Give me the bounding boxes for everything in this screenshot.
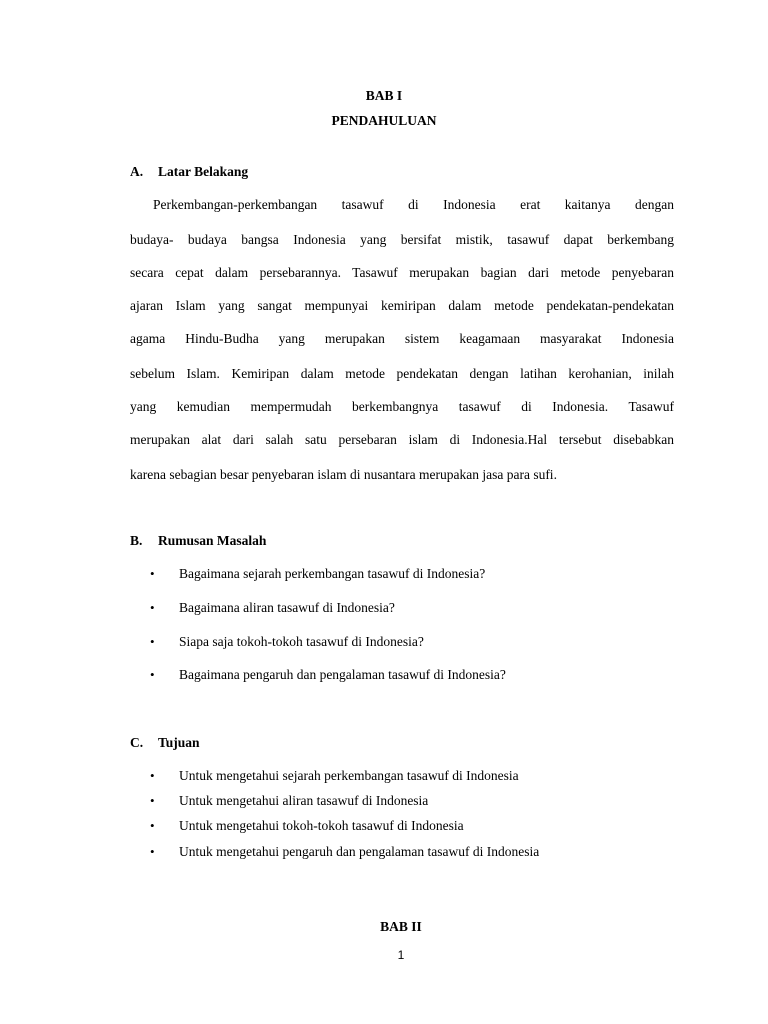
list-item-text: Untuk mengetahui pengaruh dan pengalaman tasawuf di Indonesia bbox=[179, 844, 540, 859]
list-item-text: Untuk mengetahui aliran tasawuf di Indonesia bbox=[179, 793, 429, 808]
bullet-icon: • bbox=[150, 600, 155, 615]
bullet-icon: • bbox=[150, 793, 155, 808]
section-a-title: Latar Belakang bbox=[158, 164, 249, 179]
section-b-number: B. bbox=[130, 533, 143, 548]
bullet-icon: • bbox=[150, 818, 155, 833]
list-item-text: Untuk mengetahui sejarah perkembangan tasawuf di Indonesia bbox=[179, 768, 519, 783]
bullet-icon: • bbox=[150, 667, 155, 682]
chapter-title: PENDAHULUAN bbox=[331, 113, 437, 128]
section-b-heading bbox=[130, 533, 266, 549]
next-chapter-label: BAB II bbox=[380, 919, 422, 934]
bullet-icon: • bbox=[150, 634, 155, 649]
list-item-text: Bagaimana sejarah perkembangan tasawuf di Indonesia? bbox=[179, 566, 486, 581]
bullet-icon: • bbox=[150, 844, 155, 859]
list-item-text: Untuk mengetahui tokoh-tokoh tasawuf di Indonesia bbox=[179, 818, 464, 833]
page-number: 1 bbox=[397, 948, 405, 962]
list-item-text: Bagaimana aliran tasawuf di Indonesia? bbox=[179, 600, 395, 615]
section-b-title: Rumusan Masalah bbox=[158, 533, 267, 548]
section-c-title: Tujuan bbox=[158, 735, 200, 750]
chapter-label: BAB I bbox=[365, 88, 403, 103]
paragraph-line: budaya- budaya bangsa Indonesia yang bersifat mistik, tasawuf dapat berkembang bbox=[130, 232, 674, 247]
paragraph-line: sebelum Islam. Kemiripan dalam metode pendekatan dengan latihan kerohanian, inilah bbox=[130, 366, 674, 381]
section-a-heading bbox=[130, 164, 248, 180]
paragraph-line: karena sebagian besar penyebaran islam di nusantara merupakan jasa para sufi. bbox=[130, 467, 557, 482]
paragraph-line: merupakan alat dari salah satu persebaran islam di Indonesia.Hal tersebut disebabkan bbox=[130, 432, 674, 447]
bullet-icon: • bbox=[150, 566, 155, 581]
list-item-text: Siapa saja tokoh-tokoh tasawuf di Indonesia? bbox=[179, 634, 424, 649]
section-c-number: C. bbox=[130, 735, 144, 750]
paragraph-line: agama Hindu-Budha yang merupakan sistem keagamaan masyarakat Indonesia bbox=[130, 331, 674, 346]
paragraph-line: Perkembangan-perkembangan tasawuf di Indonesia erat kaitanya dengan bbox=[153, 197, 674, 212]
paragraph-line: ajaran Islam yang sangat mempunyai kemiripan dalam metode pendekatan-pendekatan bbox=[130, 298, 674, 313]
section-a-number: A. bbox=[130, 164, 144, 179]
bullet-icon: • bbox=[150, 768, 155, 783]
section-c-heading bbox=[130, 735, 200, 751]
paragraph-line: secara cepat dalam persebarannya. Tasawuf merupakan bagian dari metode penyebaran bbox=[130, 265, 674, 280]
paragraph-line: yang kemudian mempermudah berkembangnya tasawuf di Indonesia. Tasawuf bbox=[130, 399, 674, 414]
list-item-text: Bagaimana pengaruh dan pengalaman tasawuf di Indonesia? bbox=[179, 667, 506, 682]
